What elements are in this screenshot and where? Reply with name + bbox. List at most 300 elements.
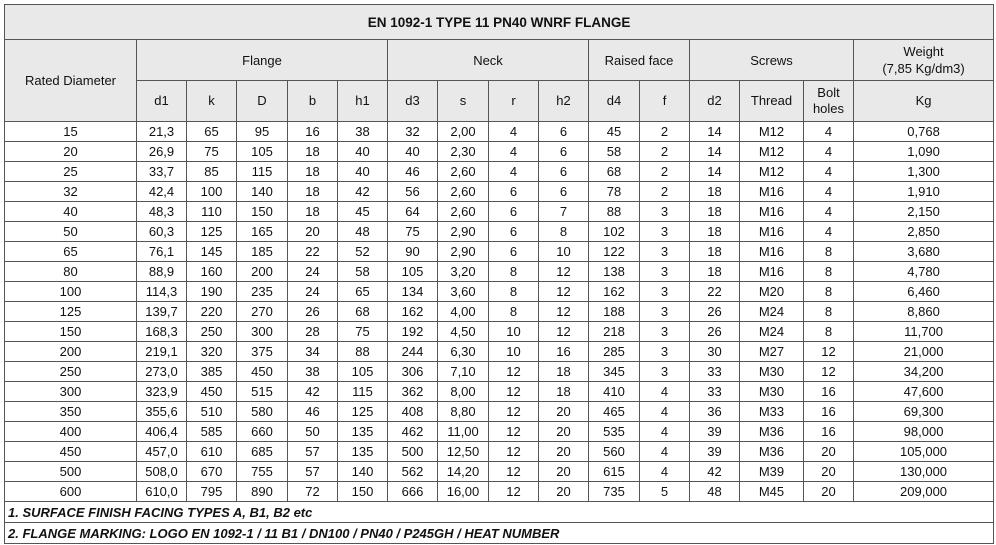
table-cell: 139,7	[137, 302, 187, 322]
table-cell: M24	[740, 322, 804, 342]
table-cell: 4	[804, 202, 854, 222]
table-cell: 4	[640, 422, 690, 442]
rated-diameter-cell: 50	[5, 222, 137, 242]
table-cell: 580	[237, 402, 288, 422]
table-cell: 88	[589, 202, 640, 222]
table-cell: 75	[338, 322, 388, 342]
table-cell: 192	[388, 322, 438, 342]
table-cell: 3,20	[438, 262, 489, 282]
table-cell: 28	[288, 322, 338, 342]
column-header: r	[489, 81, 539, 122]
table-cell: 105	[237, 142, 288, 162]
table-cell: 18	[690, 202, 740, 222]
table-cell: M36	[740, 422, 804, 442]
table-cell: 406,4	[137, 422, 187, 442]
table-cell: 188	[589, 302, 640, 322]
table-cell: 8	[489, 262, 539, 282]
table-cell: 20	[539, 422, 589, 442]
table-cell: 4	[804, 162, 854, 182]
table-cell: 16	[288, 122, 338, 142]
table-cell: 145	[187, 242, 237, 262]
table-cell: 33,7	[137, 162, 187, 182]
table-cell: 508,0	[137, 462, 187, 482]
table-cell: 8	[539, 222, 589, 242]
table-cell: 46	[288, 402, 338, 422]
column-header: d4	[589, 81, 640, 122]
raised-face-group-header: Raised face	[589, 40, 690, 81]
table-header	[5, 5, 994, 122]
rated-diameter-cell: 100	[5, 282, 137, 302]
table-cell: 3	[640, 222, 690, 242]
table-body	[5, 122, 994, 502]
table-cell: 410	[589, 382, 640, 402]
table-cell: 140	[338, 462, 388, 482]
table-cell: 105	[338, 362, 388, 382]
table-row	[5, 302, 994, 322]
table-cell: 510	[187, 402, 237, 422]
table-cell: 12	[539, 262, 589, 282]
table-cell: 2	[640, 162, 690, 182]
table-cell: 6	[489, 182, 539, 202]
table-cell: 500	[388, 442, 438, 462]
table-cell: M45	[740, 482, 804, 502]
column-header: h1	[338, 81, 388, 122]
table-cell: 20	[804, 442, 854, 462]
table-cell: 1,090	[854, 142, 994, 162]
table-cell: 6,30	[438, 342, 489, 362]
column-header: d1	[137, 81, 187, 122]
table-cell: 134	[388, 282, 438, 302]
table-cell: 3	[640, 302, 690, 322]
table-cell: 2,90	[438, 242, 489, 262]
table-cell: M16	[740, 262, 804, 282]
column-header: k	[187, 81, 237, 122]
table-cell: 2,30	[438, 142, 489, 162]
table-cell: 515	[237, 382, 288, 402]
table-cell: 12	[489, 402, 539, 422]
table-row	[5, 442, 994, 462]
table-cell: 88	[338, 342, 388, 362]
table-cell: 48,3	[137, 202, 187, 222]
table-cell: 7,10	[438, 362, 489, 382]
table-cell: 58	[589, 142, 640, 162]
table-cell: 18	[288, 162, 338, 182]
table-cell: 2	[640, 122, 690, 142]
table-cell: M24	[740, 302, 804, 322]
table-cell: 168,3	[137, 322, 187, 342]
table-cell: 20	[804, 462, 854, 482]
table-cell: 585	[187, 422, 237, 442]
rated-diameter-cell: 300	[5, 382, 137, 402]
table-cell: 8	[489, 282, 539, 302]
column-header: b	[288, 81, 338, 122]
table-cell: 42	[690, 462, 740, 482]
table-cell: 36	[690, 402, 740, 422]
table-cell: 273,0	[137, 362, 187, 382]
table-cell: 3	[640, 262, 690, 282]
table-cell: 135	[338, 422, 388, 442]
table-cell: 125	[187, 222, 237, 242]
table-cell: 68	[338, 302, 388, 322]
flange-table	[4, 4, 994, 544]
table-cell: 75	[187, 142, 237, 162]
table-cell: 270	[237, 302, 288, 322]
note-flange-marking: 2. FLANGE MARKING: LOGO EN 1092-1 / 11 B1 / DN100 / PN40 / P245GH / HEAT NUMBER	[5, 523, 994, 544]
table-cell: 320	[187, 342, 237, 362]
table-cell: 345	[589, 362, 640, 382]
table-cell: 45	[589, 122, 640, 142]
table-cell: 3	[640, 202, 690, 222]
table-cell: 85	[187, 162, 237, 182]
table-cell: M16	[740, 182, 804, 202]
table-cell: 160	[187, 262, 237, 282]
table-cell: 34,200	[854, 362, 994, 382]
table-cell: 64	[388, 202, 438, 222]
table-cell: 18	[539, 362, 589, 382]
table-cell: 3,60	[438, 282, 489, 302]
table-cell: 6,460	[854, 282, 994, 302]
table-cell: 6	[489, 242, 539, 262]
table-cell: M12	[740, 142, 804, 162]
table-cell: 285	[589, 342, 640, 362]
table-cell: 88,9	[137, 262, 187, 282]
table-cell: 68	[589, 162, 640, 182]
table-cell: 535	[589, 422, 640, 442]
table-row	[5, 262, 994, 282]
table-cell: 42	[338, 182, 388, 202]
table-cell: 14	[690, 162, 740, 182]
table-cell: 8	[804, 242, 854, 262]
table-cell: 2,00	[438, 122, 489, 142]
table-cell: 4	[640, 462, 690, 482]
table-cell: 12	[489, 422, 539, 442]
table-cell: 162	[388, 302, 438, 322]
table-cell: 34	[288, 342, 338, 362]
table-cell: 4	[489, 162, 539, 182]
rated-diameter-cell: 25	[5, 162, 137, 182]
table-cell: 30	[690, 342, 740, 362]
column-header: d2	[690, 81, 740, 122]
column-header: Thread	[740, 81, 804, 122]
table-cell: 6	[539, 162, 589, 182]
table-cell: 8,80	[438, 402, 489, 422]
table-cell: 57	[288, 442, 338, 462]
table-cell: 10	[489, 342, 539, 362]
table-cell: 115	[338, 382, 388, 402]
rated-diameter-cell: 200	[5, 342, 137, 362]
table-cell: 12	[489, 482, 539, 502]
table-cell: 24	[288, 262, 338, 282]
table-cell: 26	[690, 302, 740, 322]
table-cell: 220	[187, 302, 237, 322]
table-cell: 14	[690, 122, 740, 142]
table-cell: 24	[288, 282, 338, 302]
table-cell: 33	[690, 362, 740, 382]
table-cell: M33	[740, 402, 804, 422]
weight-density: (7,85 Kg/dm3)	[882, 61, 965, 76]
table-cell: 42	[288, 382, 338, 402]
table-cell: 22	[690, 282, 740, 302]
table-cell: 6	[489, 202, 539, 222]
table-cell: M39	[740, 462, 804, 482]
table-cell: 4	[640, 402, 690, 422]
table-row	[5, 202, 994, 222]
rated-diameter-header: Rated Diameter	[5, 40, 137, 122]
table-cell: M27	[740, 342, 804, 362]
table-cell: 72	[288, 482, 338, 502]
flange-spec-sheet	[4, 4, 992, 544]
table-cell: 610	[187, 442, 237, 462]
table-cell: 65	[187, 122, 237, 142]
table-row	[5, 462, 994, 482]
rated-diameter-cell: 65	[5, 242, 137, 262]
table-cell: 355,6	[137, 402, 187, 422]
table-cell: 795	[187, 482, 237, 502]
table-cell: M30	[740, 362, 804, 382]
table-cell: 3	[640, 322, 690, 342]
table-cell: 200	[237, 262, 288, 282]
table-cell: 40	[338, 162, 388, 182]
table-row	[5, 282, 994, 302]
table-cell: 26	[288, 302, 338, 322]
table-cell: 114,3	[137, 282, 187, 302]
table-cell: 38	[288, 362, 338, 382]
table-cell: 140	[237, 182, 288, 202]
table-cell: 6	[539, 122, 589, 142]
column-header: h2	[539, 81, 589, 122]
table-cell: 52	[338, 242, 388, 262]
rated-diameter-cell: 125	[5, 302, 137, 322]
table-cell: 3	[640, 282, 690, 302]
table-cell: 10	[489, 322, 539, 342]
table-cell: 32	[388, 122, 438, 142]
table-cell: 562	[388, 462, 438, 482]
table-cell: 11,700	[854, 322, 994, 342]
table-cell: 244	[388, 342, 438, 362]
table-cell: 98,000	[854, 422, 994, 442]
table-row	[5, 342, 994, 362]
table-cell: 16	[804, 382, 854, 402]
neck-group-header: Neck	[388, 40, 589, 81]
table-cell: 4	[804, 122, 854, 142]
table-cell: 12	[489, 362, 539, 382]
table-cell: 8	[804, 322, 854, 342]
table-cell: 75	[388, 222, 438, 242]
table-cell: 3	[640, 362, 690, 382]
table-cell: 4	[804, 222, 854, 242]
table-cell: 20	[539, 442, 589, 462]
table-cell: 48	[338, 222, 388, 242]
rated-diameter-cell: 32	[5, 182, 137, 202]
table-cell: 2	[640, 182, 690, 202]
column-header: Bolt holes	[804, 81, 854, 122]
table-cell: 21,3	[137, 122, 187, 142]
table-row	[5, 142, 994, 162]
table-cell: 22	[288, 242, 338, 262]
table-cell: 4	[804, 142, 854, 162]
table-cell: 670	[187, 462, 237, 482]
table-cell: 16	[539, 342, 589, 362]
table-cell: 610,0	[137, 482, 187, 502]
table-cell: 12	[539, 302, 589, 322]
table-cell: 90	[388, 242, 438, 262]
table-row	[5, 382, 994, 402]
table-cell: 2	[640, 142, 690, 162]
table-cell: 14,20	[438, 462, 489, 482]
table-row	[5, 422, 994, 442]
table-cell: 40	[388, 142, 438, 162]
table-cell: 50	[288, 422, 338, 442]
table-cell: 3	[640, 342, 690, 362]
table-cell: 615	[589, 462, 640, 482]
rated-diameter-cell: 400	[5, 422, 137, 442]
table-cell: 39	[690, 422, 740, 442]
table-cell: 2,90	[438, 222, 489, 242]
table-cell: 385	[187, 362, 237, 382]
table-cell: 8	[804, 302, 854, 322]
table-cell: 8	[804, 282, 854, 302]
table-cell: 6	[539, 182, 589, 202]
rated-diameter-cell: 80	[5, 262, 137, 282]
table-cell: 78	[589, 182, 640, 202]
table-cell: 218	[589, 322, 640, 342]
table-cell: 125	[338, 402, 388, 422]
rated-diameter-cell: 500	[5, 462, 137, 482]
table-cell: 95	[237, 122, 288, 142]
table-row	[5, 242, 994, 262]
table-cell: 1,910	[854, 182, 994, 202]
table-cell: M16	[740, 202, 804, 222]
table-cell: 16,00	[438, 482, 489, 502]
table-cell: 135	[338, 442, 388, 462]
table-cell: 14	[690, 142, 740, 162]
table-cell: M36	[740, 442, 804, 462]
table-row	[5, 182, 994, 202]
table-cell: 18	[288, 202, 338, 222]
table-cell: 0,768	[854, 122, 994, 142]
table-cell: 209,000	[854, 482, 994, 502]
table-cell: 26,9	[137, 142, 187, 162]
table-cell: 362	[388, 382, 438, 402]
table-cell: 450	[187, 382, 237, 402]
table-cell: 3,680	[854, 242, 994, 262]
table-cell: 18	[690, 242, 740, 262]
table-cell: 3	[640, 242, 690, 262]
table-cell: 12	[539, 322, 589, 342]
table-cell: 4	[640, 442, 690, 462]
table-notes	[5, 502, 994, 544]
table-cell: 250	[187, 322, 237, 342]
column-header: Kg	[854, 81, 994, 122]
table-cell: 38	[338, 122, 388, 142]
table-cell: 12,50	[438, 442, 489, 462]
table-cell: 6	[539, 142, 589, 162]
table-cell: M16	[740, 242, 804, 262]
table-cell: 105,000	[854, 442, 994, 462]
table-cell: 890	[237, 482, 288, 502]
table-cell: 685	[237, 442, 288, 462]
table-cell: 18	[690, 222, 740, 242]
column-header: f	[640, 81, 690, 122]
table-cell: 47,600	[854, 382, 994, 402]
table-cell: 45	[338, 202, 388, 222]
table-cell: 306	[388, 362, 438, 382]
table-cell: 20	[539, 482, 589, 502]
table-cell: 138	[589, 262, 640, 282]
table-cell: 165	[237, 222, 288, 242]
table-cell: M20	[740, 282, 804, 302]
table-row	[5, 402, 994, 422]
table-cell: 5	[640, 482, 690, 502]
table-cell: 2,150	[854, 202, 994, 222]
table-cell: 115	[237, 162, 288, 182]
table-cell: 12	[539, 282, 589, 302]
table-cell: 16	[804, 402, 854, 422]
table-cell: 20	[539, 402, 589, 422]
table-cell: 18	[288, 182, 338, 202]
table-row	[5, 222, 994, 242]
table-cell: 20	[804, 482, 854, 502]
table-cell: 755	[237, 462, 288, 482]
table-cell: 465	[589, 402, 640, 422]
table-cell: 4,780	[854, 262, 994, 282]
table-cell: M12	[740, 122, 804, 142]
table-cell: 10	[539, 242, 589, 262]
rated-diameter-cell: 600	[5, 482, 137, 502]
table-cell: 60,3	[137, 222, 187, 242]
table-cell: 235	[237, 282, 288, 302]
table-cell: 457,0	[137, 442, 187, 462]
table-cell: 65	[338, 282, 388, 302]
weight-group-header	[854, 40, 994, 81]
table-cell: 76,1	[137, 242, 187, 262]
table-cell: 408	[388, 402, 438, 422]
table-cell: 42,4	[137, 182, 187, 202]
column-header: D	[237, 81, 288, 122]
table-row	[5, 122, 994, 142]
table-cell: 375	[237, 342, 288, 362]
table-cell: 8	[804, 262, 854, 282]
table-cell: 150	[338, 482, 388, 502]
table-cell: 190	[187, 282, 237, 302]
table-cell: 162	[589, 282, 640, 302]
rated-diameter-cell: 15	[5, 122, 137, 142]
table-cell: 2,60	[438, 202, 489, 222]
table-cell: 2,60	[438, 162, 489, 182]
table-cell: 4	[804, 182, 854, 202]
table-cell: 18	[690, 262, 740, 282]
table-cell: 16	[804, 422, 854, 442]
table-cell: 6	[489, 222, 539, 242]
table-row	[5, 162, 994, 182]
table-cell: 323,9	[137, 382, 187, 402]
table-row	[5, 362, 994, 382]
table-title: EN 1092-1 TYPE 11 PN40 WNRF FLANGE	[5, 5, 994, 40]
table-cell: 33	[690, 382, 740, 402]
table-cell: 20	[539, 462, 589, 482]
table-cell: 7	[539, 202, 589, 222]
table-cell: 735	[589, 482, 640, 502]
table-cell: 12	[489, 462, 539, 482]
table-cell: 300	[237, 322, 288, 342]
table-cell: M16	[740, 222, 804, 242]
table-cell: 12	[804, 342, 854, 362]
table-cell: 11,00	[438, 422, 489, 442]
table-cell: 8,00	[438, 382, 489, 402]
table-cell: 219,1	[137, 342, 187, 362]
table-cell: 4,00	[438, 302, 489, 322]
table-cell: 130,000	[854, 462, 994, 482]
